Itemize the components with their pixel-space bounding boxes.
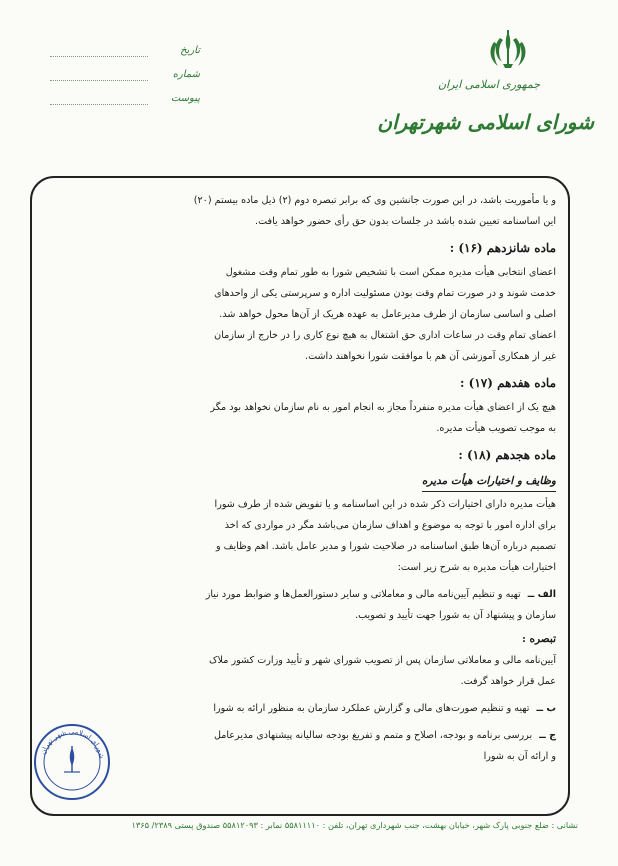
article18-subheading: وظایف و اختیارات هیأت مدیره	[422, 471, 556, 492]
article16-line: اعضای تمام وقت در ساعات اداری حق اشتغال به هیچ نوع کاری را در خارج از سازمان	[214, 330, 556, 341]
item-be-text: تهیه و تنظیم صورت‌های مالی و گزارش عملکرد سازمان به منظور ارائه به شورا	[213, 703, 530, 714]
item-jim-label: ج ــ	[539, 730, 556, 741]
article16-heading: ماده شانزدهم (۱۶) :	[449, 241, 556, 255]
date-field	[50, 44, 148, 57]
date-label: تاریخ	[180, 44, 200, 56]
article17-line: به موجب تصویب هیأت مدیره.	[436, 423, 556, 434]
article18-heading: ماده هجدهم (۱۸) :	[458, 448, 556, 462]
item-alef-continued: سازمان و پیشنهاد آن به شورا جهت تأیید و تصویب.	[355, 610, 556, 621]
item-jim	[42, 725, 556, 746]
article18-line: تصمیم درباره آن‌ها طبق اساسنامه در صلاحیت شورا و مدیر عامل باشد. اهم وظایف و	[215, 541, 556, 552]
note-heading: تبصره :	[521, 633, 556, 645]
letter-meta	[50, 38, 200, 110]
item-jim-continued: و ارائه آن به شورا	[483, 751, 556, 762]
article17-heading: ماده هفدهم (۱۷) :	[460, 376, 556, 390]
iran-emblem-icon	[486, 28, 530, 72]
attachment-label: پیوست	[170, 92, 200, 104]
article18-line: برای اداره امور با توجه به موضوع و اهداف سازمان می‌باشد مگر در مواردی که اخذ	[224, 520, 556, 531]
article16-line: غیر از همکاری آموزشی آن هم با موافقت شورا نخواهند داشت.	[305, 351, 556, 362]
item-alef-text: تهیه و تنظیم آیین‌نامه مالی و معاملاتی و سایر دستورالعمل‌ها و ضوابط مورد نیاز	[205, 589, 521, 600]
council-title: شورای اسلامی شهرتهران	[377, 110, 594, 134]
attachment-field	[50, 92, 148, 105]
article16-line: اصلی و اساسی سازمان از طرف مدیرعامل به عهده هریک از آن‌ها محول خواهد شد.	[219, 309, 556, 320]
item-be	[42, 698, 556, 719]
date-row	[50, 38, 200, 62]
republic-title: جمهوری اسلامی ایران	[437, 78, 541, 91]
document-body	[42, 190, 556, 767]
seal-text: شورای اسلامی شهر تهران	[39, 727, 106, 760]
note-line: عمل قرار خواهد گرفت.	[460, 676, 556, 687]
number-row	[50, 62, 200, 86]
number-label: شماره	[172, 68, 200, 80]
item-alef-label: الف ــ	[527, 589, 556, 600]
footer-address: نشانی : ضلع جنوبی پارک شهر، خیابان بهشت، جنب شهرداری تهران، تلفن : ۵۵۸۱۱۱۱۰ نمابر : ۵۵۸۱۲۰۹۳ صندوق پستی ۲۳۸۹/ ۱۳۶۵	[131, 820, 578, 830]
intro-line: این اساسنامه تعیین شده باشد در جلسات بدون حق رأی حضور خواهد یافت.	[255, 216, 556, 227]
item-be-label: ب ــ	[536, 703, 556, 714]
article18-line: اختیارات هیأت مدیره به شرح زیر است:	[397, 562, 556, 573]
official-seal-icon	[32, 722, 112, 802]
article16-line: اعضای انتخابی هیأت مدیره ممکن است با تشخیص شورا به طور تمام وقت مشغول	[225, 267, 556, 278]
article18-line: هیأت مدیره دارای اختیارات ذکر شده در این اساسنامه و یا تفویض شده از طرف شورا	[214, 499, 556, 510]
intro-line: و یا مأموریت باشد، در این صورت جانشین وی که برابر تبصره دوم (۲) ذیل ماده بیستم (۲۰)	[193, 195, 556, 206]
article17-line: هیچ یک از اعضای هیأت مدیره منفرداً مجاز به انجام امور به نام سازمان نخواهد بود مگر	[210, 402, 556, 413]
item-alef	[42, 584, 556, 605]
number-field	[50, 68, 148, 81]
article16-line: خدمت شوند و در صورت تمام وقت بودن مسئولیت اداره و سرپرستی یکی از واحدهای	[214, 288, 556, 299]
item-jim-text: بررسی برنامه و بودجه، اصلاح و متمم و تفریغ بودجه سالیانه پیشنهادی مدیرعامل	[213, 730, 533, 741]
attachment-row	[50, 86, 200, 110]
note-line: آیین‌نامه مالی و معاملاتی سازمان پس از تصویب شورای شهر و تأیید وزارت کشور ملاک	[208, 655, 556, 666]
